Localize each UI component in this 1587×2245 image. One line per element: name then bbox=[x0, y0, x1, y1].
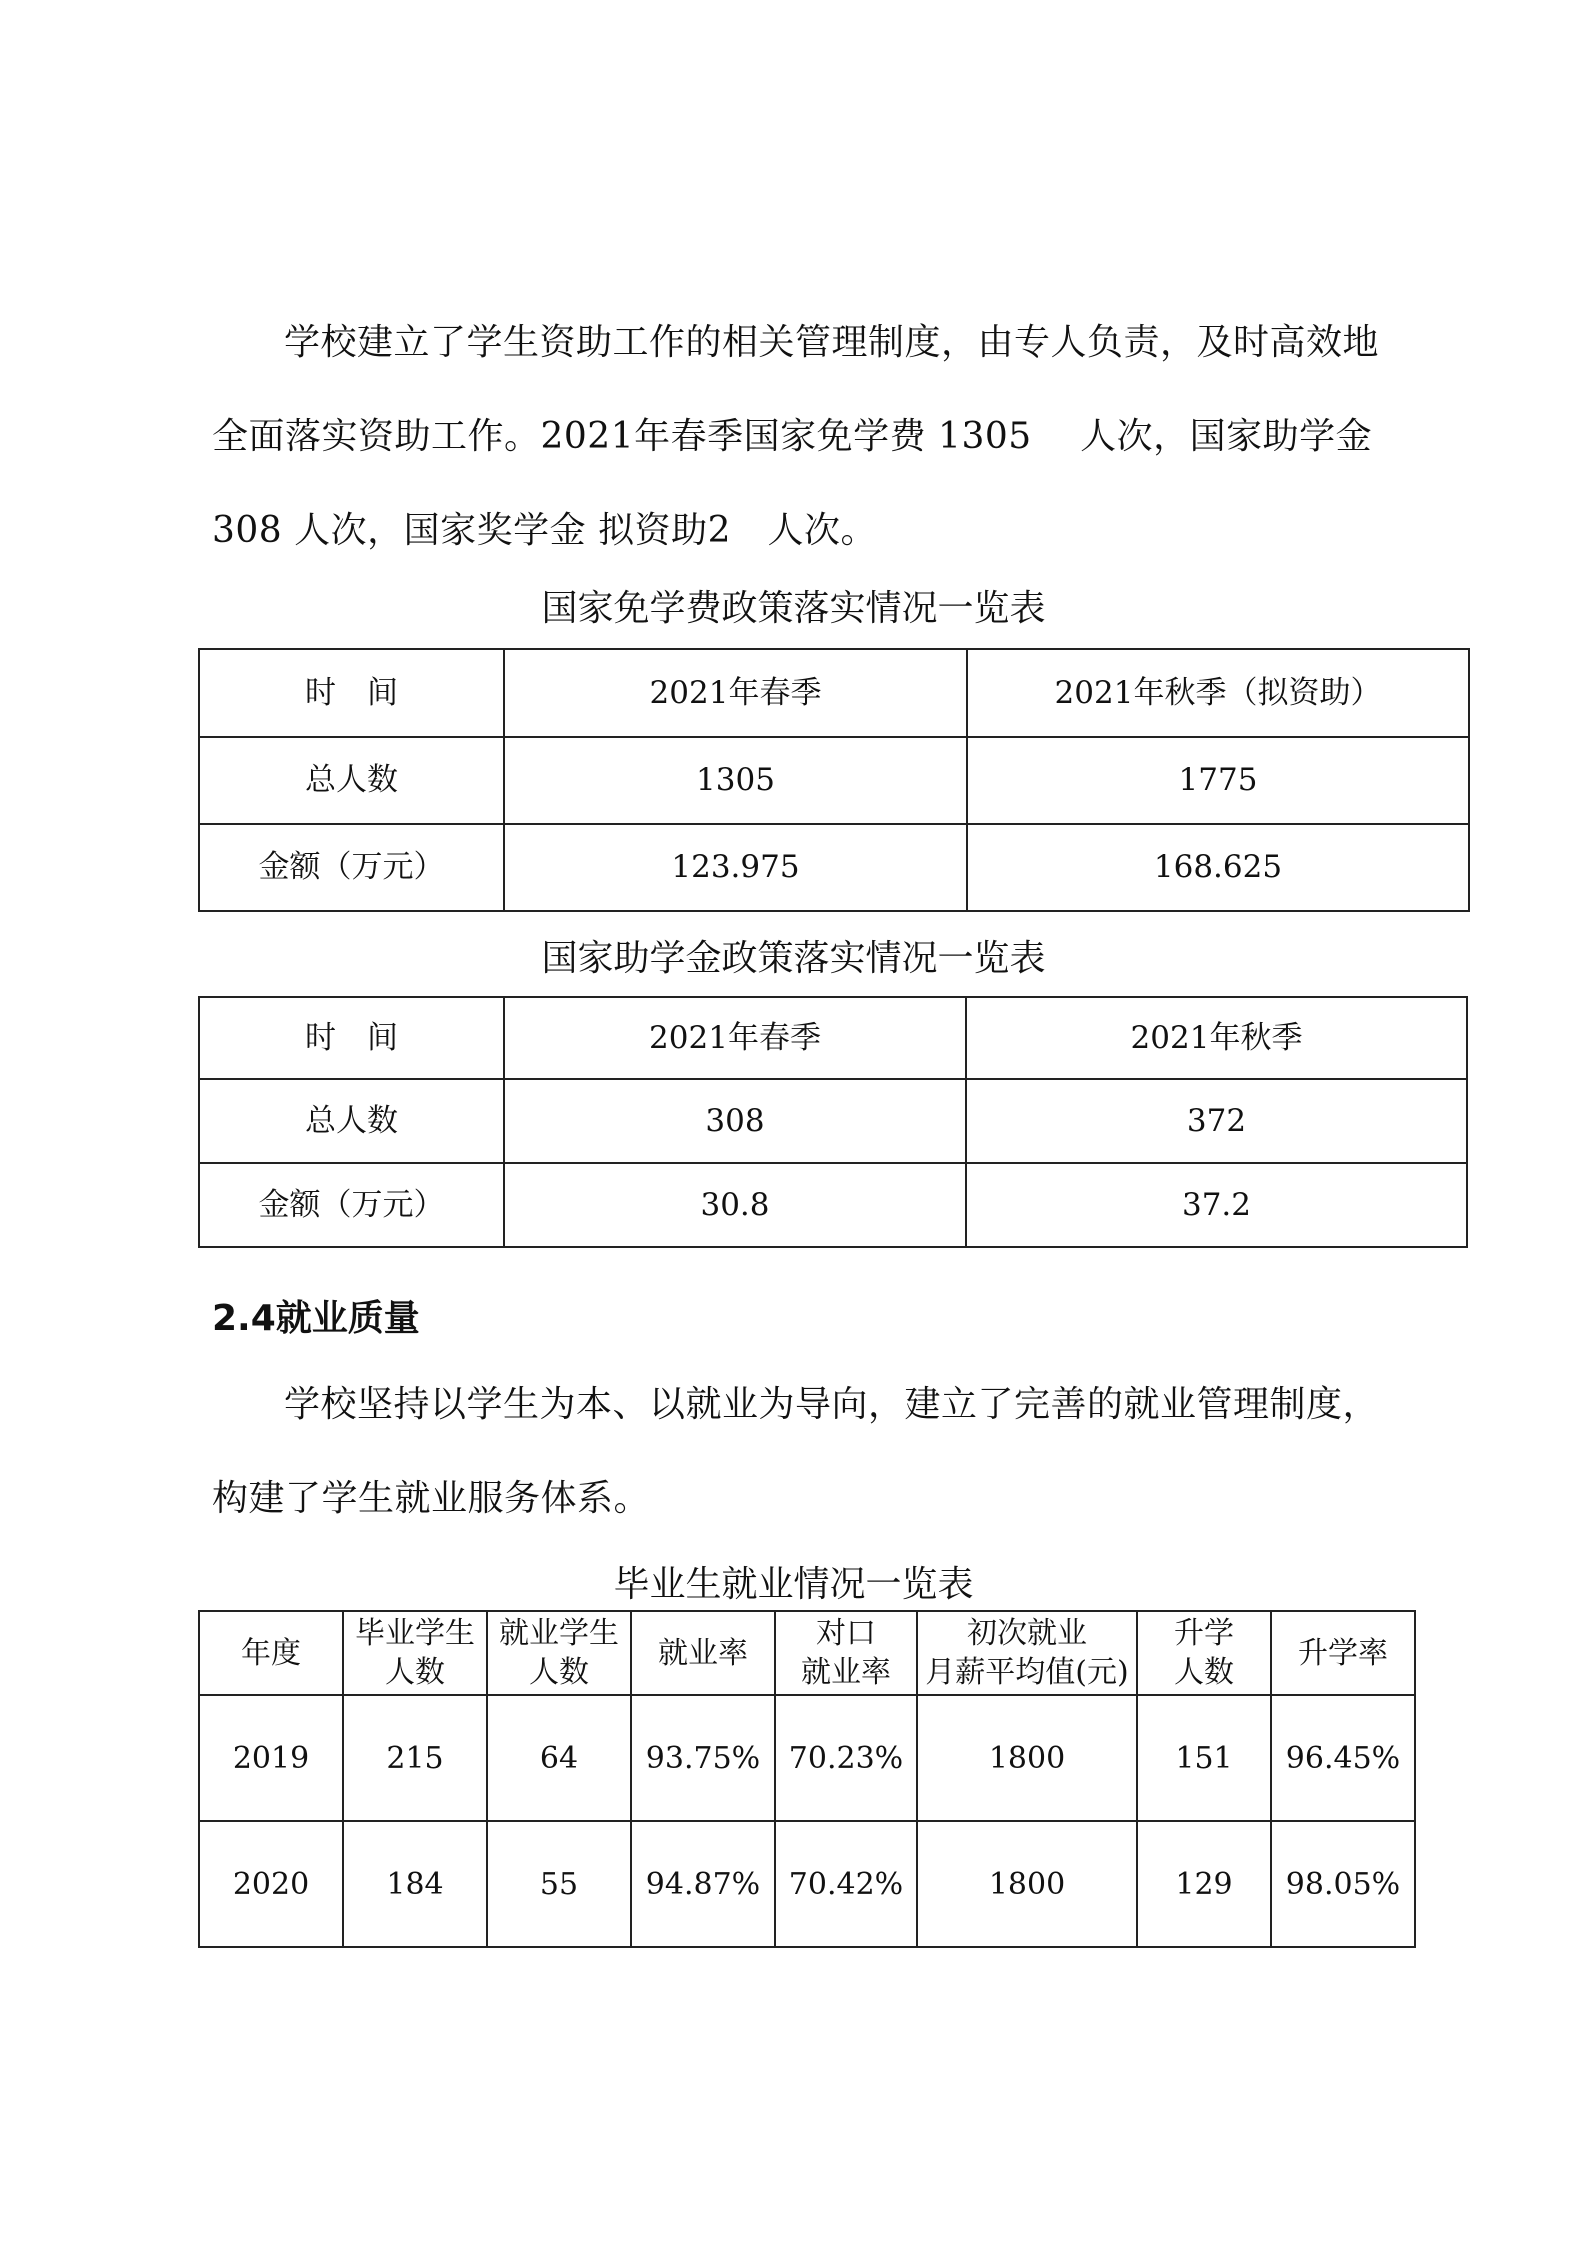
table-cell: 1800 bbox=[917, 1695, 1137, 1821]
table-header-cell bbox=[1271, 1611, 1415, 1695]
header-line: 就业学生 bbox=[499, 1616, 619, 1651]
table-header-cell bbox=[487, 1611, 631, 1695]
table3-caption: 毕业生就业情况一览表 bbox=[613, 1564, 974, 1605]
table-cell: 总人数 bbox=[199, 737, 504, 824]
table-row bbox=[199, 1695, 1415, 1821]
table-header-cell: 时 间 bbox=[199, 997, 504, 1079]
header-line: 人数 bbox=[1174, 1655, 1234, 1690]
header-line: 初次就业 bbox=[967, 1616, 1087, 1651]
table-cell: 372 bbox=[966, 1079, 1467, 1163]
header-line: 对口 bbox=[816, 1616, 876, 1651]
table-cell: 184 bbox=[343, 1821, 487, 1947]
table-header-row bbox=[199, 1611, 1415, 1695]
table-header-cell: 2021年春季 bbox=[504, 997, 966, 1079]
header-line: 就业率 bbox=[658, 1635, 748, 1671]
tuition-waiver-table bbox=[198, 648, 1470, 912]
table-cell: 55 bbox=[487, 1821, 631, 1947]
table-cell: 129 bbox=[1137, 1821, 1271, 1947]
header-line: 月薪平均值(元) bbox=[925, 1655, 1129, 1690]
table-cell: 308 bbox=[504, 1079, 966, 1163]
table-cell: 金额（万元） bbox=[199, 824, 504, 911]
section-heading: 2.4就业质量 bbox=[212, 1298, 420, 1339]
table-header-cell bbox=[775, 1611, 917, 1695]
table-cell: 70.42% bbox=[775, 1821, 917, 1947]
table-cell: 123.975 bbox=[504, 824, 967, 911]
header-line: 人数 bbox=[385, 1655, 445, 1690]
table-cell: 金额（万元） bbox=[199, 1163, 504, 1247]
header-line: 人数 bbox=[529, 1655, 589, 1690]
intro-paragraph: 学校建立了学生资助工作的相关管理制度，由专人负责，及时高效地全面落实资助工作。2021年春季国家免学费 1305 人次，国家助学金 308 人次，国家奖学金 拟资助2 人次。 bbox=[212, 322, 1380, 551]
table-cell: 151 bbox=[1137, 1695, 1271, 1821]
table-header-cell: 2021年春季 bbox=[504, 649, 967, 737]
table-cell: 93.75% bbox=[631, 1695, 775, 1821]
table-row bbox=[199, 824, 1469, 911]
table-cell: 96.45% bbox=[1271, 1695, 1415, 1821]
table-header-cell: 2021年秋季（拟资助） bbox=[967, 649, 1469, 737]
header-line: 升学率 bbox=[1298, 1635, 1388, 1671]
table-cell: 94.87% bbox=[631, 1821, 775, 1947]
table2-caption: 国家助学金政策落实情况一览表 bbox=[541, 938, 1046, 979]
table-header-row bbox=[199, 649, 1469, 737]
table1-caption: 国家免学费政策落实情况一览表 bbox=[541, 588, 1046, 629]
table-header-cell bbox=[199, 1611, 343, 1695]
table-cell: 70.23% bbox=[775, 1695, 917, 1821]
table-row bbox=[199, 1821, 1415, 1947]
header-line: 毕业学生 bbox=[355, 1616, 475, 1651]
table-cell: 98.05% bbox=[1271, 1821, 1415, 1947]
table-header-cell: 2021年秋季 bbox=[966, 997, 1467, 1079]
table-cell: 2020 bbox=[199, 1821, 343, 1947]
table-cell: 1800 bbox=[917, 1821, 1137, 1947]
table-header-row bbox=[199, 997, 1467, 1079]
table-cell: 总人数 bbox=[199, 1079, 504, 1163]
table-cell: 1305 bbox=[504, 737, 967, 824]
table-cell: 37.2 bbox=[966, 1163, 1467, 1247]
table-header-cell bbox=[917, 1611, 1137, 1695]
table-cell: 2019 bbox=[199, 1695, 343, 1821]
table-header-cell: 时 间 bbox=[199, 649, 504, 737]
table-row bbox=[199, 1079, 1467, 1163]
table-header-cell bbox=[343, 1611, 487, 1695]
student-grant-table bbox=[198, 996, 1468, 1248]
table-cell: 215 bbox=[343, 1695, 487, 1821]
header-line: 升学 bbox=[1174, 1616, 1234, 1651]
table-cell: 1775 bbox=[967, 737, 1469, 824]
header-line: 就业率 bbox=[801, 1655, 891, 1690]
header-line: 年度 bbox=[241, 1635, 301, 1671]
graduate-employment-table bbox=[198, 1610, 1416, 1948]
table-header-cell bbox=[631, 1611, 775, 1695]
table-cell: 168.625 bbox=[967, 824, 1469, 911]
table-cell: 30.8 bbox=[504, 1163, 966, 1247]
table-header-cell bbox=[1137, 1611, 1271, 1695]
table-row bbox=[199, 737, 1469, 824]
employment-paragraph: 学校坚持以学生为本、以就业为导向，建立了完善的就业管理制度，构建了学生就业服务体系。 bbox=[212, 1384, 1380, 1519]
table-cell: 64 bbox=[487, 1695, 631, 1821]
table-row bbox=[199, 1163, 1467, 1247]
